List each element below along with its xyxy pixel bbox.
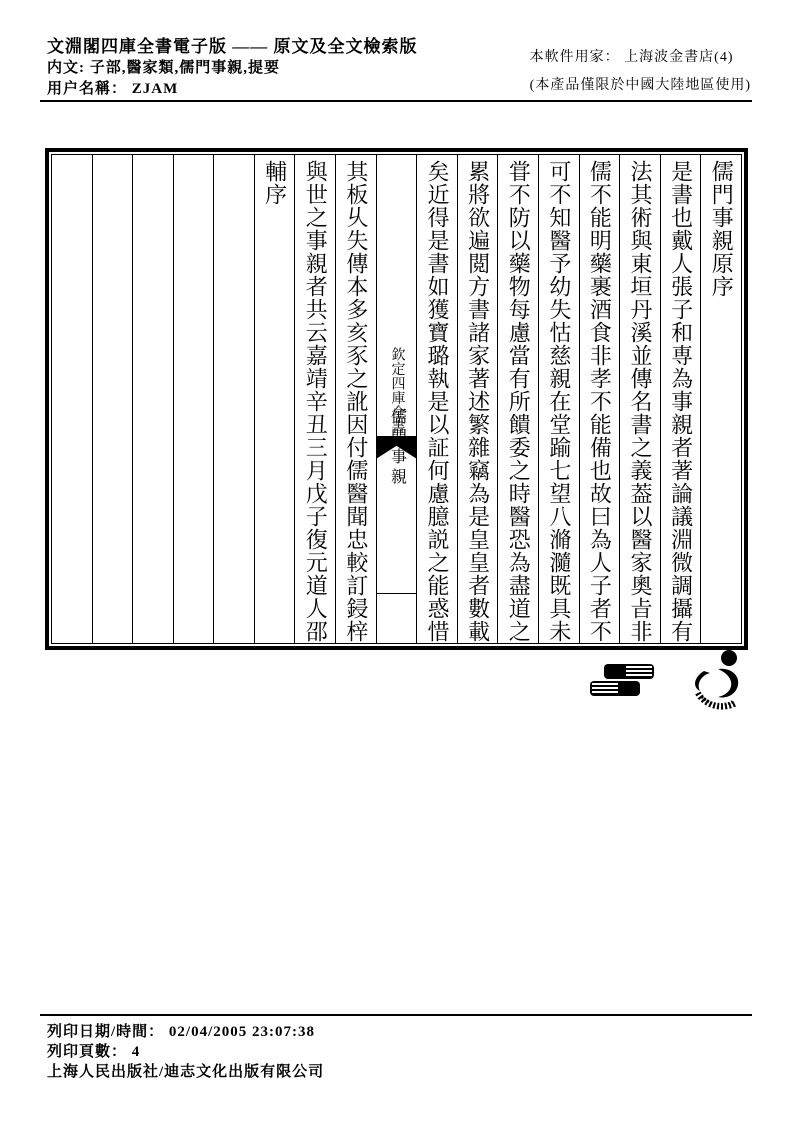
text-column: 甞不防以藥物每慮當有所饋委之時醫恐為盡道之 xyxy=(498,155,539,643)
brush-stroke-logo-icon xyxy=(684,647,746,715)
header-left-block xyxy=(47,36,418,100)
text-column: 累將欲遍閲方書諸家著述繁雜竊為是皇皇者數載 xyxy=(458,155,499,643)
user-name-line: 用户名稱： ZJAM xyxy=(47,81,179,97)
siku-quanshu-label: 欽定四庫全書 xyxy=(389,346,405,434)
empty-column xyxy=(52,155,93,643)
text-column: 是書也戴人張子和専為事親者著論議淵微調攝有 xyxy=(661,155,702,643)
empty-column xyxy=(214,155,255,643)
print-datetime: 列印日期/時間： 02/04/2005 23:07:38 xyxy=(47,1024,315,1040)
column-banner xyxy=(377,155,418,643)
chapter-title-text: 儒門事親原序 xyxy=(709,160,735,298)
text-column: 儒不能明藥裹酒食非孝不能備也故曰為人子者不 xyxy=(580,155,621,643)
empty-column xyxy=(93,155,134,643)
header-divider xyxy=(40,100,752,102)
book-title-label: 儒門事親 xyxy=(388,408,406,488)
text-column: 矣近得是書如獲寶璐執是以証何慮臆説之能惑惜 xyxy=(417,155,458,643)
stacked-books-logo-icon xyxy=(588,662,656,700)
licensee-line: 本軟件用家： 上海波金書店(4) xyxy=(529,50,734,65)
text-column: 其板乆失傳本多亥豕之訛因付儒醫聞忠較訂鋟梓 xyxy=(336,155,377,643)
print-pages: 列印頁數： 4 xyxy=(47,1044,141,1060)
column-signature: 輔序 xyxy=(255,155,296,643)
app-title: 文淵閣四庫全書電子版 —— 原文及全文檢索版 xyxy=(47,37,418,56)
text-column: 可不知醫予幼失怙慈親在堂踰七望八滫瀡既具未 xyxy=(539,155,580,643)
empty-column xyxy=(133,155,174,643)
footer-block xyxy=(47,1022,324,1082)
header-right-block xyxy=(530,44,751,100)
page-columns xyxy=(51,154,742,644)
content-path: 内文: 子部,醫家類,儒門事親,提要 xyxy=(47,60,280,76)
footer-divider xyxy=(40,1014,752,1016)
text-column: 法其術與東垣丹溪並傳名書之義葢以醫家奧㫖非 xyxy=(620,155,661,643)
text-column: 與世之事親者共云嘉靖辛丑三月戊子復元道人邵 xyxy=(295,155,336,643)
publisher: 上海人民出版社/迪志文化出版有限公司 xyxy=(47,1064,325,1080)
page-frame xyxy=(45,148,748,650)
empty-column xyxy=(174,155,215,643)
restriction-line: (本產品僅限於中國大陸地區使用) xyxy=(529,78,751,93)
banner-bottom-rule xyxy=(377,593,417,594)
column-chapter-title xyxy=(701,155,741,643)
